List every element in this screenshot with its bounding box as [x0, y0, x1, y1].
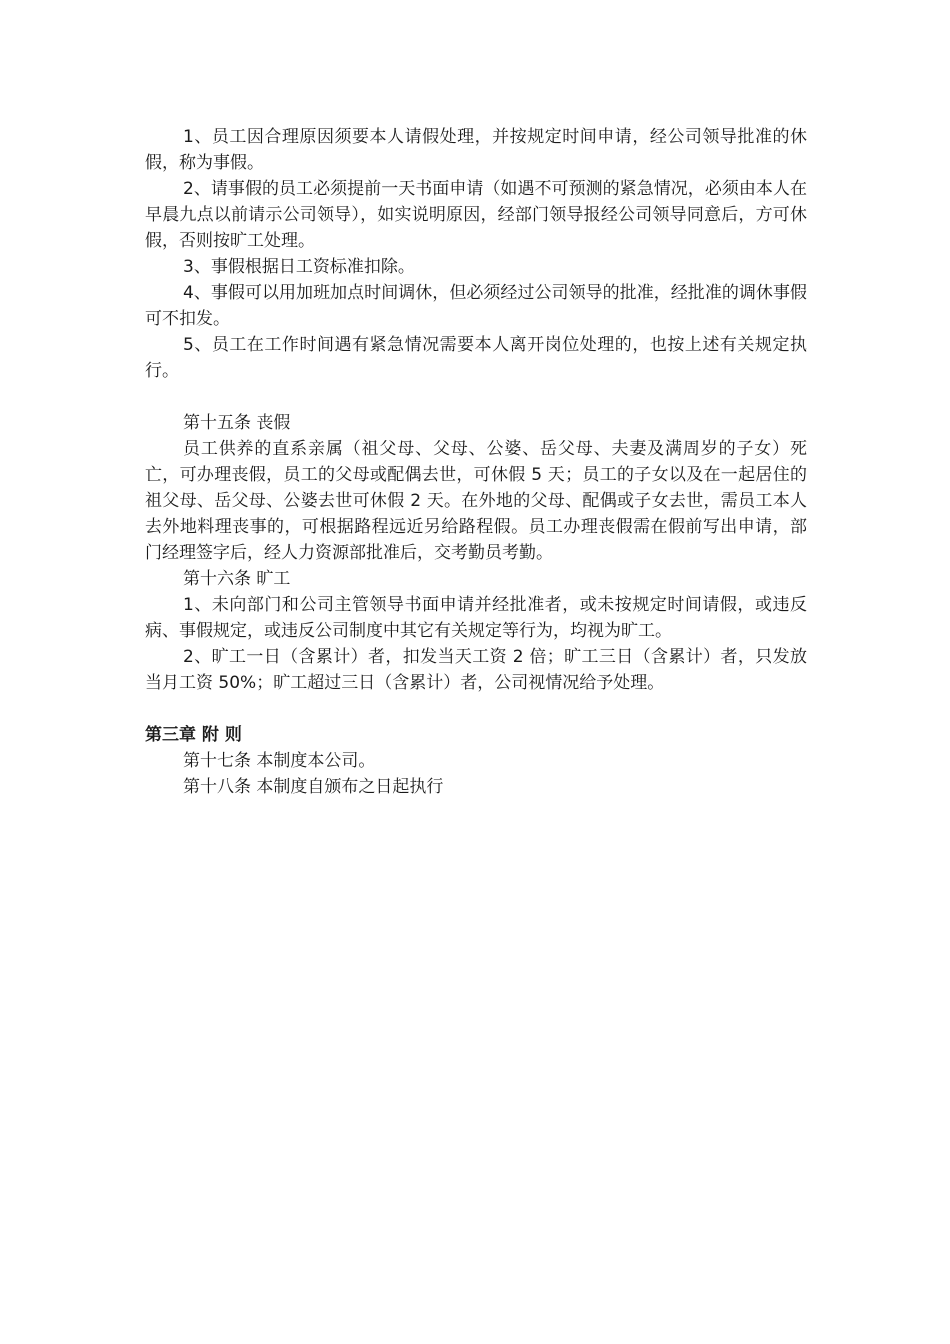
article-16-item-2: 2、旷工一日（含累计）者，扣发当天工资 2 倍；旷工三日（含累计）者，只发放当月工资 50%；旷工超过三日（含累计）者，公司视情况给予处理。	[145, 647, 807, 693]
blank-line	[145, 384, 807, 410]
article-16-item-1: 1、未向部门和公司主管领导书面申请并经批准者，或未按规定时间请假，或违反病、事假规定，或违反公司制度中其它有关规定等行为，均视为旷工。	[145, 595, 807, 641]
leave-item-2: 2、请事假的员工必须提前一天书面申请（如遇不可预测的紧急情况，必须由本人在早晨九点以前请示公司领导），如实说明原因，经部门领导报经公司领导同意后，方可休假，否则按旷工处理。	[145, 179, 807, 251]
leave-item-1: 1、员工因合理原因须要本人请假处理，并按规定时间申请，经公司领导批准的休假，称为事假。	[145, 127, 807, 173]
blank-line	[145, 696, 807, 722]
chapter-3-title: 第三章 附 则	[145, 725, 242, 745]
article-15-title: 第十五条 丧假	[183, 413, 291, 433]
leave-item-5: 5、员工在工作时间遇有紧急情况需要本人离开岗位处理的，也按上述有关规定执行。	[145, 335, 807, 381]
article-15-body: 员工供养的直系亲属（祖父母、父母、公婆、岳父母、夫妻及满周岁的子女）死亡，可办理丧假，员工的父母或配偶去世，可休假 5 天；员工的子女以及在一起居住的祖父母、岳父母、公婆去世可休假 2 天。在外地的父母、配偶或子女去世，需员工本人去外地料理丧事的，可根据路程远近另给路程假。员工办理丧假需在假前写出申请，部门经理签字后，经人力资源部批准后，交考勤员考勤。	[145, 439, 807, 563]
article-16-title: 第十六条 旷工	[183, 569, 291, 589]
article-18: 第十八条 本制度自颁布之日起执行	[183, 777, 444, 797]
article-17: 第十七条 本制度本公司。	[183, 751, 376, 771]
leave-item-3: 3、事假根据日工资标准扣除。	[183, 257, 415, 277]
leave-item-4: 4、事假可以用加班加点时间调休，但必须经过公司领导的批准，经批准的调休事假可不扣发。	[145, 283, 807, 329]
document-body	[145, 124, 807, 800]
